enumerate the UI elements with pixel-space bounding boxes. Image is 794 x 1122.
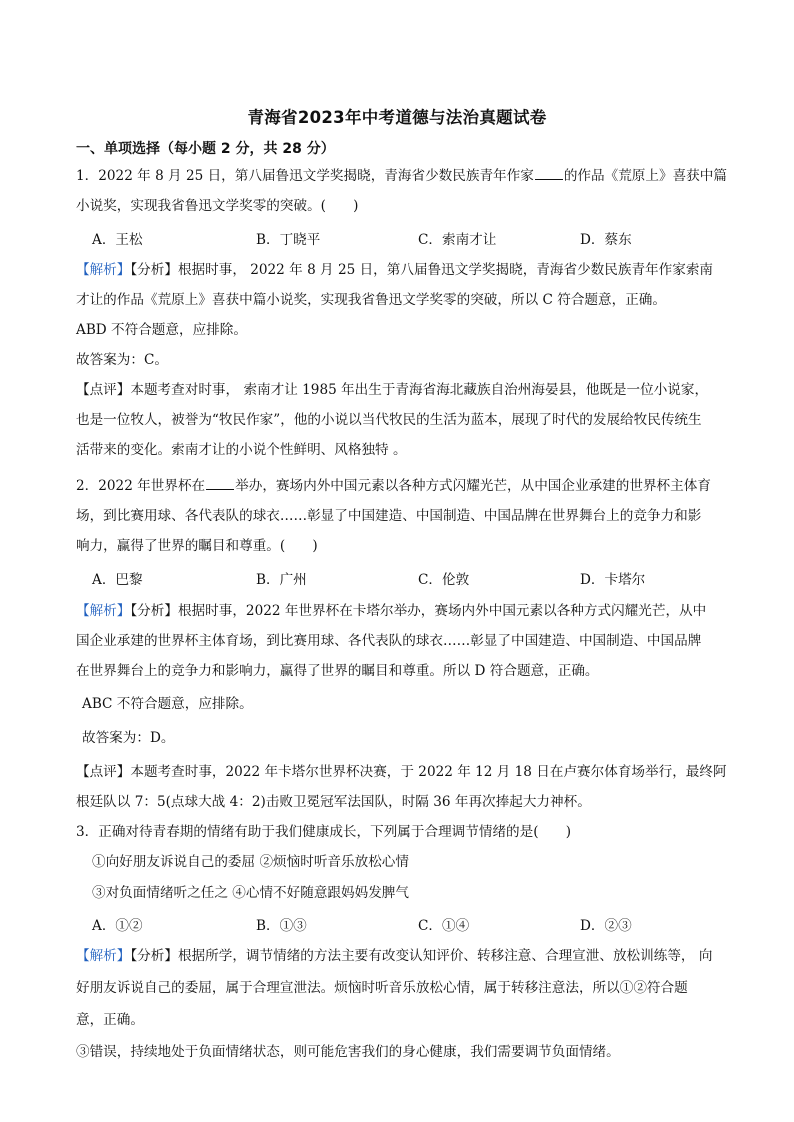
q3-analysis-line4: ③错误，持续地处于负面情绪状态，则可能危害我们的身心健康，我们需要调节负面情绪。 [76, 1044, 620, 1060]
q1-option-d: D．蔡东 [580, 232, 632, 248]
q3-analysis-line2: 好朋友诉说自己的委屈，属于合理宣泄法。烦恼时听音乐放松心情，属于转移注意法，所以①②符合题 [76, 980, 688, 996]
comment-tag: 【点评】 [76, 764, 131, 780]
q3-analysis-line1 [76, 946, 756, 966]
analysis-tag: 【解析】 [76, 948, 131, 964]
q3-analysis-line3: 意，正确。 [76, 1012, 144, 1028]
q1-option-b: B．丁晓平 [256, 232, 321, 248]
q2-options [76, 568, 756, 588]
q1-stem-part1: 1．2022 年 8 月 25 日，第八届鲁迅文学奖揭晓，青海省少数民族青年作家 [76, 168, 534, 184]
q2-analysis-line1 [76, 601, 756, 621]
q2-stem-part2: 举办，赛场内外中国元素以各种方式闪耀光芒，从中国企业承建的世界杯主体育 [235, 478, 711, 494]
q1-option-a: A．王松 [92, 232, 143, 248]
q2-answer: 故答案为：D。 [82, 730, 175, 746]
q1-option-c: C．索南才让 [418, 232, 497, 248]
q1-analysis-line1 [76, 260, 756, 280]
q3-analysis-text1: 【分析】根据所学，调节情绪的方法主要有改变认知评价、转移注意、合理宣泄、放松训练等， 向 [130, 948, 713, 964]
q1-comment-line1 [76, 380, 756, 400]
q3-option-c: C．①④ [418, 918, 470, 934]
q2-analysis-line3: 在世界舞台上的竞争力和影响力，赢得了世界的瞩目和尊重。所以 D 符合题意，正确。 [76, 663, 599, 679]
q1-comment-line2: 也是一位牧人，被誉为“牧民作家”，他的小说以当代牧民的生活为蓝本，展现了时代的发展给牧民传统生 [76, 412, 702, 428]
q2-comment-text1: 本题考查时事，2022 年卡塔尔世界杯决赛，于 2022 年 12 月 18 日在卢赛尔体育场举行，最终阿 [130, 764, 727, 780]
q1-comment-line3: 活带来的变化。索南才让的小说个性鲜明、风格独特 。 [76, 442, 407, 458]
q2-option-a: A．巴黎 [92, 572, 143, 588]
q2-analysis-text1: 【分析】根据时事，2022 年世界杯在卡塔尔举办，赛场内外中国元素以各种方式闪耀光芒，从中 [130, 603, 707, 619]
q1-stem-part2: 的作品《荒原上》喜获中篇 [563, 168, 727, 184]
q3-option-a: A．①② [92, 918, 143, 934]
q2-analysis-line2: 国企业承建的世界杯主体育场，到比赛用球、各代表队的球衣……彰显了中国建造、中国制造、中国品牌 [76, 633, 702, 649]
section-heading: 一、单项选择（每小题 2 分，共 28 分） [76, 141, 335, 157]
analysis-tag: 【解析】 [76, 603, 131, 619]
page-title: 青海省2023年中考道德与法治真题试卷 [247, 108, 547, 127]
q2-option-d: D．卡塔尔 [580, 572, 646, 588]
q2-comment-line2: 根廷队以 7：5(点球大战 4：2)击败卫冕冠军法国队，时隔 36 年再次捧起大力神杯。 [76, 794, 591, 810]
q1-analysis-line3: ABD 不符合题意，应排除。 [76, 322, 247, 338]
q2-blank [206, 477, 234, 490]
q2-stem-part1: 2．2022 年世界杯在 [76, 478, 206, 494]
q2-stem-line2: 场，到比赛用球、各代表队的球衣……彰显了中国建造、中国制造、中国品牌在世界舞台上的竞争力和影 [76, 508, 702, 524]
q2-option-c: C．伦敦 [418, 572, 470, 588]
q3-items-line2: ③对负面情绪听之任之 ④心情不好随意跟妈妈发脾气 [92, 885, 409, 901]
q2-stem-line3: 响力，赢得了世界的瞩目和尊重。( ) [76, 538, 318, 554]
q3-options [76, 914, 756, 934]
q1-stem-line2: 小说奖，实现我省鲁迅文学奖零的突破。( ) [76, 198, 359, 214]
comment-tag: 【点评】 [76, 382, 131, 398]
q1-comment-text1: 本题考查对时事， 索南才让 1985 年出生于青海省海北藏族自治州海晏县，他既是一位小说家， [130, 382, 709, 398]
q1-analysis-text1: 【分析】根据时事， 2022 年 8 月 25 日，第八届鲁迅文学奖揭晓，青海省少数民族青年作家索南 [130, 262, 714, 278]
q3-stem: 3．正确对待青春期的情绪有助于我们健康成长，下列属于合理调节情绪的是( ) [76, 824, 572, 840]
q2-analysis-line4: ABC 不符合题意，应排除。 [82, 696, 253, 712]
q1-stem-line1 [76, 166, 756, 186]
q2-comment-line1 [76, 762, 756, 782]
analysis-tag: 【解析】 [76, 262, 131, 278]
q1-options [76, 228, 756, 248]
q3-option-d: D．②③ [580, 918, 632, 934]
q1-analysis-line2: 才让的作品《荒原上》喜获中篇小说奖，实现我省鲁迅文学奖零的突破，所以 C 符合题意，正确。 [76, 292, 666, 308]
q2-option-b: B．广州 [256, 572, 307, 588]
q1-answer: 故答案为：C。 [76, 352, 168, 368]
q1-blank [535, 167, 563, 180]
q3-items-line1: ①向好朋友诉说自己的委屈 ②烦恼时听音乐放松心情 [92, 854, 409, 870]
q3-option-b: B．①③ [256, 918, 307, 934]
q2-stem-line1 [76, 476, 756, 496]
